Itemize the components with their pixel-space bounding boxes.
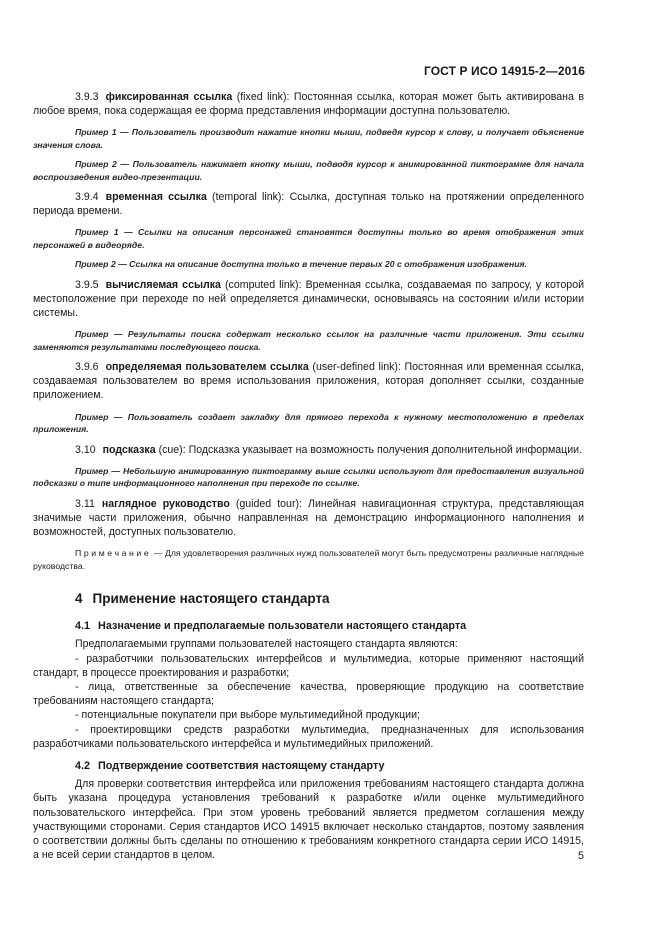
subsection-title-text: Назначение и предполагаемые пользователи настоящего стандарта (98, 620, 467, 633)
definition-3-9-5 (33, 278, 584, 353)
clause-number: 3.11 (75, 497, 95, 510)
subsection-title (75, 759, 584, 773)
term: подсказка (102, 443, 156, 456)
clause-number: 3.9.3 (75, 91, 99, 103)
definition-text: (fixed link): Постоянная ссылка, которая может быть активирована в любое время, пока содержащая ее форма представления информации доступна пользователю. (33, 91, 584, 118)
definition-3-9-3 (33, 90, 584, 183)
definition-3-9-4 (33, 190, 584, 271)
paragraph: Предполагаемыми группами пользователей настоящего стандарта являются: (75, 638, 458, 651)
term: определяемая пользователем ссылка (105, 361, 309, 374)
paragraph: Для проверки соответствия интерфейса или приложения требованиям настоящего стандарта должна быть указана процедура установления требований к разработке и/или оценке мультимедийного пользовательского интерфейса. При этом уровень требований является предметом соглашения между участвующими сторонами. Серия стандартов ИСО 14915 включает несколько стандартов, поэтому заявления о соответствии должны быть сделаны по отношению к требованиям конкретного стандарта серии ИСО 14915, а не всей серии стандартов в целом. (33, 778, 584, 862)
section-title (75, 592, 584, 606)
term: временная ссылка (105, 191, 207, 204)
term: вычисляемая ссылка (105, 278, 221, 291)
clause-number: 3.9.6 (75, 361, 99, 374)
subsection-title (75, 619, 584, 633)
subsection-number: 4.1 (75, 620, 91, 633)
term: фиксированная ссылка (105, 91, 233, 103)
example: Пример — Небольшую анимированную пиктограмму выше ссылки используют для предоставления визуальной подсказки о типе информационного наполнения при переходе по ссылке. (33, 465, 584, 489)
page-number: 5 (578, 850, 584, 862)
definition-3-9-6 (33, 360, 584, 435)
subsection-title-text: Подтверждение соответствия настоящему стандарту (98, 759, 385, 772)
section-number: 4 (75, 590, 83, 606)
definition-text: (user-defined link): Постоянная или временная ссылка, создаваемая пользователем во время использования приложения, которая дополняет ссылки, созданные приложением. (33, 361, 584, 402)
list-item: - потенциальные покупатели при выборе мультимедийной продукции; (75, 709, 420, 722)
definition-3-10 (33, 443, 584, 490)
subsection-number: 4.2 (75, 759, 91, 772)
clause-number: 3.9.5 (75, 278, 99, 291)
definition-text: (temporal link): Ссылка, доступная только на протяжении определенного периода времени. (33, 191, 584, 218)
example: Пример — Результаты поиска содержат несколько ссылок на различные части приложения. Эти ссылки заменяются результатами последующего поиска. (33, 329, 584, 352)
example: Пример 1 — Ссылки на описания персонажей становятся доступны только во время отображения этих персонажей в видеоряде. (33, 227, 584, 250)
definition-text: (cue): Подсказка указывает на возможность получения дополнительной информации. (155, 443, 583, 456)
clause-number: 3.10 (75, 443, 96, 456)
example: Пример — Пользователь создает закладку для прямого перехода к нужному местоположению в пределах приложения. (33, 411, 584, 435)
page-content (33, 90, 584, 862)
definition-3-11 (33, 497, 584, 540)
list-item: - проектировщики средств разработки мультимедиа, предназначенных для использования разработчиками пользовательского интерфейса и мультимедийных приложений. (33, 723, 584, 750)
document-header: ГОСТ Р ИСО 14915-2—2016 (423, 64, 585, 78)
note-label: Примечание (75, 548, 152, 559)
definition-text: (guided tour): Линейная навигационная структура, представляющая значимые части приложения, обычно направленная на демонстрацию информационного наполнения и возможностей, доступных пользователю. (33, 497, 584, 538)
example: Пример 2 — Ссылка на описание доступна только в течение первых 20 с отображения изображения. (75, 259, 528, 270)
section-title-text: Применение настоящего стандарта (92, 590, 330, 606)
definition-text: (computed link): Временная ссылка, создаваемая по запросу, у которой местоположение при переходе по ней определяется динамически, основываясь на состоянии и/или истории системы. (33, 278, 585, 320)
note-text: — Для удовлетворения различных нужд пользователей могут быть предусмотрены различные наглядные руководства. (33, 548, 584, 571)
example: Пример 1 — Пользователь производит нажатие кнопки мыши, подведя курсор к слову, и получает объяснение значения слова. (33, 127, 584, 150)
term: наглядное руководство (101, 497, 230, 510)
list-item: - лица, ответственные за обеспечение качества, проверяющие продукцию на соответствие требованиям настоящего стандарта; (33, 680, 584, 708)
list-item: - разработчики пользовательских интерфейсов и мультимедиа, которые применяют настоящий стандарт, в процессе проектирования и разработки; (33, 652, 584, 679)
example: Пример 2 — Пользователь нажимает кнопку мыши, подводя курсор к анимированной пиктограмме для начала воспроизведения видео-презентации. (33, 159, 584, 182)
note (33, 547, 584, 572)
clause-number: 3.9.4 (75, 191, 99, 204)
